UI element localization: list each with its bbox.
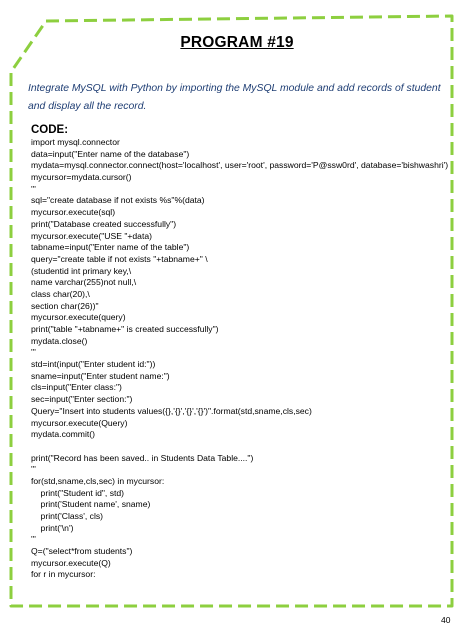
code-line: ''' (31, 534, 36, 545)
code-block (31, 137, 451, 581)
description-line-1: Integrate MySQL with Python by importing the MySQL module and add records of student (28, 83, 441, 94)
code-line: ''' (31, 464, 36, 475)
code-line: for(std,sname,cls,sec) in mycursor: (31, 475, 165, 486)
code-line: sec=input("Enter section:") (31, 394, 133, 405)
code-line (31, 441, 451, 453)
code-line: mycursor.execute(query) (31, 312, 126, 323)
code-line: sql="create database if not exists %s"%(data) (31, 195, 205, 206)
code-line: Q=("select*from students") (31, 546, 133, 557)
program-title: PROGRAM #19 (180, 34, 294, 51)
code-line: tabname=input("Enter name of the table") (31, 242, 190, 253)
program-description (28, 80, 448, 116)
code-label: CODE: (31, 124, 69, 136)
code-line: mycursor.execute(sql) (31, 207, 116, 218)
code-line: name varchar(255)not null,\ (31, 277, 137, 288)
code-line: print("Database created successfully") (31, 218, 177, 229)
code-line: print("Student id", std) (31, 487, 125, 498)
code-line: import mysql.connector (31, 137, 120, 147)
code-line: data=input("Enter name of the database") (31, 148, 190, 159)
code-line: print("table "+tabname+" is created successfully") (31, 324, 219, 334)
code-line: mydata=mysql.connector.connect(host='localhost', user='root', password='P@ssw0rd', database='bishwashri') (31, 160, 449, 171)
code-line: class char(20),\ (31, 288, 90, 299)
code-line: mydata.close() (31, 335, 88, 346)
code-line: for r in mycursor: (31, 569, 96, 580)
code-line: sname=input("Enter student name:") (31, 370, 170, 381)
code-line: query="create table if not exists "+tabname+" \ (31, 253, 208, 264)
code-line: mydata.commit() (31, 429, 95, 440)
code-line: mycursor.execute(Query) (31, 417, 128, 428)
code-line: ''' (31, 347, 36, 358)
code-line: print("Record has been saved.. in Students Data Table....") (31, 452, 254, 463)
code-line: print('Class', cls) (31, 511, 104, 521)
code-line: cls=input("Enter class:") (31, 382, 122, 393)
code-line: mycursor.execute(Q) (31, 557, 111, 568)
code-line: mycursor=mydata.cursor() (31, 172, 132, 183)
code-line: section char(26))" (31, 300, 99, 311)
code-line: ''' (31, 183, 36, 194)
code-line: print('\n') (31, 522, 74, 533)
code-line: mycursor.execute("USE "+data) (31, 230, 152, 241)
code-line: std=int(input("Enter student id:")) (31, 359, 156, 370)
page-number: 40 (441, 615, 451, 625)
code-line: (studentid int primary key,\ (31, 265, 132, 276)
description-line-2: and display all the record. (28, 101, 147, 112)
code-line: print('Student name', sname) (31, 499, 151, 510)
code-line: Query="Insert into students values({},'{}','{}','{}')".format(std,sname,cls,sec) (31, 405, 312, 416)
